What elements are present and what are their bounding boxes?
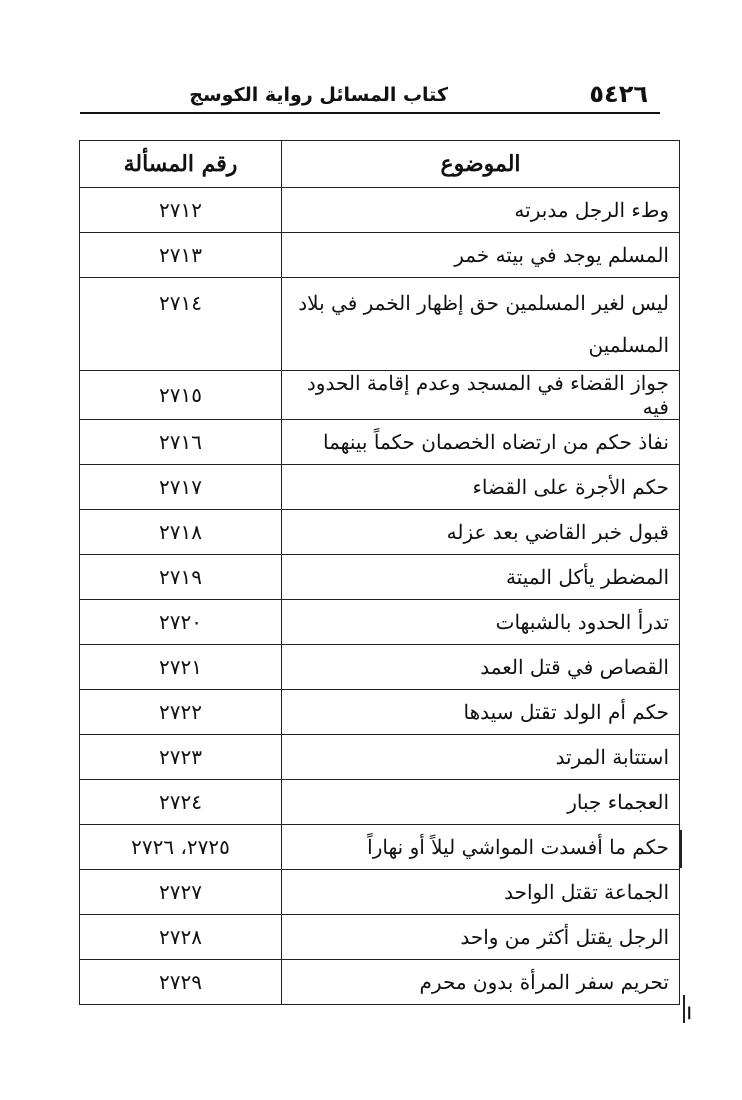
topic-cell: قبول خبر القاضي بعد عزله	[282, 510, 680, 555]
topic-cell: الرجل يقتل أكثر من واحد	[282, 915, 680, 960]
issue-number-cell: ٢٧٢٣	[80, 735, 282, 780]
margin-line-mark	[683, 995, 685, 1023]
header-divider	[80, 112, 660, 114]
column-header-issue-number: رقم المسألة	[80, 141, 282, 188]
margin-line-mark	[680, 830, 682, 868]
table-row	[80, 465, 680, 510]
book-title: كتاب المسائل رواية الكوسج	[189, 84, 448, 106]
table-row	[80, 960, 680, 1005]
topic-cell: المسلم يوجد في بيته خمر	[282, 233, 680, 278]
table-row	[80, 510, 680, 555]
table-row	[80, 915, 680, 960]
table-header-row	[80, 141, 680, 188]
topic-cell: استتابة المرتد	[282, 735, 680, 780]
table-row	[80, 735, 680, 780]
issue-number-cell: ٢٧٢٩	[80, 960, 282, 1005]
issue-number-cell: ٢٧٢٢	[80, 690, 282, 735]
topic-cell: القصاص في قتل العمد	[282, 645, 680, 690]
table-row	[80, 645, 680, 690]
topic-cell: ليس لغير المسلمين حق إظهار الخمر في بلاد المسلمين	[282, 278, 680, 371]
issue-number-cell: ٢٧٢٧	[80, 870, 282, 915]
issue-number-cell: ٢٧١٢	[80, 188, 282, 233]
issue-number-cell: ٢٧١٩	[80, 555, 282, 600]
page-number: ٥٤٢٦	[589, 80, 648, 108]
topic-cell: جواز القضاء في المسجد وعدم إقامة الحدود فيه	[282, 371, 680, 420]
table-row	[80, 780, 680, 825]
topic-cell: تحريم سفر المرأة بدون محرم	[282, 960, 680, 1005]
issue-number-cell: ٢٧٢٤	[80, 780, 282, 825]
topic-cell: نفاذ حكم من ارتضاه الخصمان حكماً بينهما	[282, 420, 680, 465]
issue-number-cell: ٢٧٢١	[80, 645, 282, 690]
table-row	[80, 555, 680, 600]
issue-number-cell: ٢٧١٦	[80, 420, 282, 465]
issue-number-cell: ٢٧٢٥، ٢٧٢٦	[80, 825, 282, 870]
topic-cell: العجماء جبار	[282, 780, 680, 825]
table-row	[80, 278, 680, 371]
margin-glyph: ا	[687, 1004, 692, 1023]
topic-cell: حكم ما أفسدت المواشي ليلاً أو نهاراً	[282, 825, 680, 870]
issue-number-cell: ٢٧١٨	[80, 510, 282, 555]
issue-number-cell: ٢٧٢٠	[80, 600, 282, 645]
issue-number-cell: ٢٧١٥	[80, 371, 282, 420]
table-row	[80, 825, 680, 870]
issue-number-cell: ٢٧١٧	[80, 465, 282, 510]
topic-cell: وطء الرجل مدبرته	[282, 188, 680, 233]
column-header-topic: الموضوع	[282, 141, 680, 188]
issue-number-cell: ٢٧١٤	[80, 278, 282, 371]
issue-number-cell: ٢٧٢٨	[80, 915, 282, 960]
topic-cell: حكم الأجرة على القضاء	[282, 465, 680, 510]
topic-cell: تدرأ الحدود بالشبهات	[282, 600, 680, 645]
table-row	[80, 600, 680, 645]
table-row	[80, 371, 680, 420]
table-row	[80, 690, 680, 735]
table-row	[80, 188, 680, 233]
topic-cell: حكم أم الولد تقتل سيدها	[282, 690, 680, 735]
topic-cell: المضطر يأكل الميتة	[282, 555, 680, 600]
topics-index-table	[79, 140, 680, 1005]
topic-cell: الجماعة تقتل الواحد	[282, 870, 680, 915]
table-row	[80, 233, 680, 278]
table-row	[80, 870, 680, 915]
page-header	[80, 78, 658, 112]
issue-number-cell: ٢٧١٣	[80, 233, 282, 278]
table-row	[80, 420, 680, 465]
